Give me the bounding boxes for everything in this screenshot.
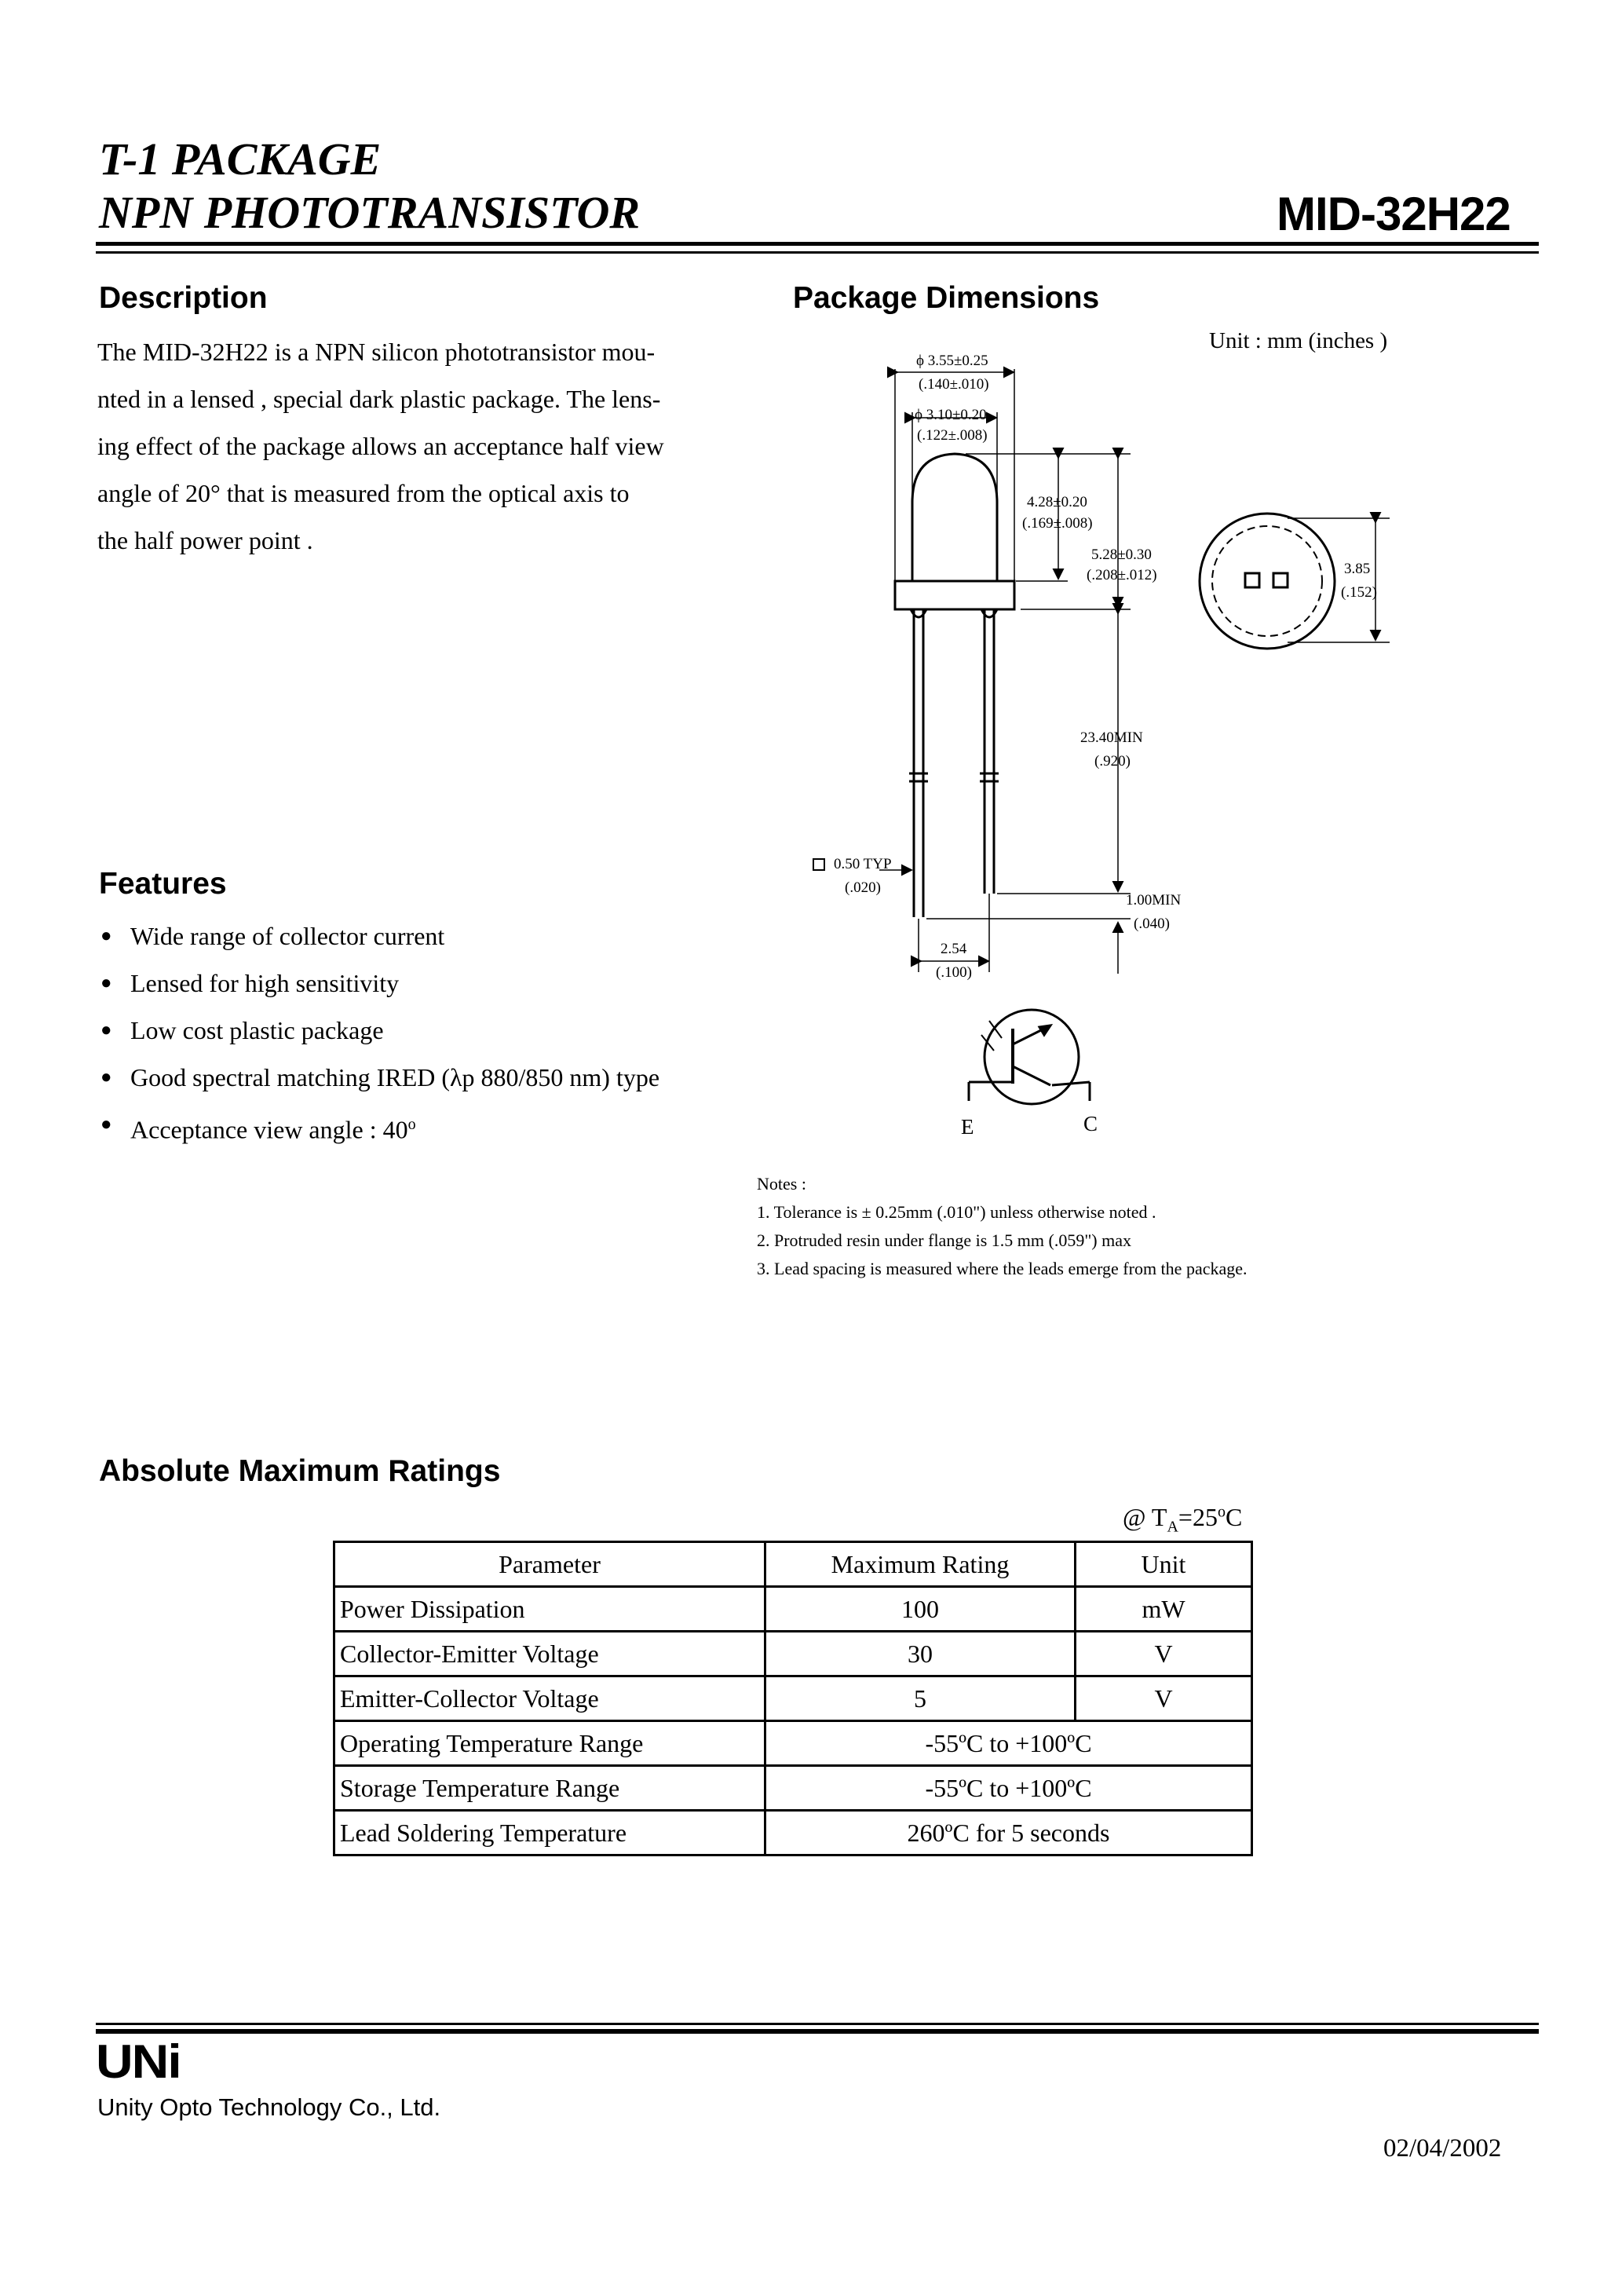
dim-lead-end-in: (.040) <box>1134 916 1170 932</box>
unit-note: Unit : mm (inches ) <box>1209 328 1388 353</box>
bullet-icon: ● <box>100 1114 112 1135</box>
dim-lead-width-in: (.020) <box>845 879 881 896</box>
dim-side-in: (.152) <box>1341 584 1377 601</box>
notes <box>757 1170 1248 1283</box>
list-item: ● Good spectral matching IRED (λp 880/850 nm) type <box>100 1054 659 1101</box>
description-line: ing effect of the package allows an acceptance half view <box>97 432 664 460</box>
table-row: Emitter-Collector Voltage 5 V <box>334 1676 1252 1721</box>
footer-rule-bottom <box>96 2029 1539 2034</box>
company-logo: UNi <box>96 2034 181 2088</box>
dim-h1-mm: 4.28±0.20 <box>1027 494 1087 510</box>
title-line-2: NPN PHOTOTRANSISTOR <box>99 187 641 238</box>
dim-pitch-in: (.100) <box>936 964 972 981</box>
description-line: The MID-32H22 is a NPN silicon phototransistor mou- <box>97 338 656 366</box>
dim-d1-in: (.140±.010) <box>919 376 989 393</box>
description-line: the half power point . <box>97 526 313 554</box>
dim-lead-end-mm: 1.00MIN <box>1126 892 1182 909</box>
note-item: 2. Protruded resin under flange is 1.5 mm (.059") max <box>757 1230 1131 1250</box>
list-item: ● Low cost plastic package <box>100 1007 659 1054</box>
document-date: 02/04/2002 <box>1383 2134 1502 2163</box>
dim-h2-mm: 5.28±0.30 <box>1091 547 1152 563</box>
footer-rule-top <box>96 2023 1539 2025</box>
dim-pitch-mm: 2.54 <box>941 941 967 957</box>
ratings-heading: Absolute Maximum Ratings <box>99 1454 501 1488</box>
note-item: 3. Lead spacing is measured where the leads emerge from the package. <box>757 1259 1248 1278</box>
description-line: nted in a lensed , special dark plastic package. The lens- <box>97 385 661 413</box>
flange <box>895 581 1014 609</box>
bottom-view-inner <box>1212 526 1322 636</box>
table-header-row <box>334 1542 1252 1587</box>
dim-h1-in: (.169±.008) <box>1022 515 1093 532</box>
transistor-symbol <box>985 1010 1079 1104</box>
features-heading: Features <box>99 867 227 901</box>
dim-d1-mm: ϕ 3.55±0.25 <box>916 353 988 369</box>
company-name: Unity Opto Technology Co., Ltd. <box>97 2093 441 2121</box>
pin-c-label: C <box>1083 1112 1098 1135</box>
dim-lead-width-mm: 0.50 TYP <box>834 856 892 872</box>
dim-lead-mm: 23.40MIN <box>1080 729 1143 746</box>
description-heading: Description <box>99 281 268 315</box>
bottom-view-outer <box>1200 514 1335 649</box>
dim-d2-mm: ϕ 3.10±0.20 <box>915 407 987 423</box>
table-row: Operating Temperature Range -55ºC to +100ºC <box>334 1721 1252 1766</box>
lead-right <box>985 609 994 894</box>
list-item: ● Lensed for high sensitivity <box>100 960 659 1007</box>
dim-lead-in: (.920) <box>1094 753 1131 770</box>
notes-title: Notes : <box>757 1174 806 1194</box>
table-row: Collector-Emitter Voltage 30 V <box>334 1632 1252 1676</box>
note-item: 1. Tolerance is ± 0.25mm (.010") unless otherwise noted . <box>757 1202 1156 1222</box>
bullet-icon: ● <box>100 1020 112 1040</box>
column-header: Unit <box>1076 1542 1252 1587</box>
column-header: Maximum Rating <box>765 1542 1076 1587</box>
lens-body <box>912 454 997 581</box>
table-row: Power Dissipation 100 mW <box>334 1587 1252 1632</box>
bullet-icon: ● <box>100 926 112 946</box>
dim-side-mm: 3.85 <box>1344 561 1371 577</box>
table-row: Storage Temperature Range -55ºC to +100ºC <box>334 1766 1252 1811</box>
ratings-table <box>333 1541 1253 1856</box>
table-row: Lead Soldering Temperature 260ºC for 5 seconds <box>334 1811 1252 1855</box>
bullet-icon: ● <box>100 1067 112 1088</box>
bullet-icon: ● <box>100 973 112 993</box>
ratings-condition: @ $T_A=25^oC$ <box>1123 1503 1243 1536</box>
description-line: angle of 20° that is measured from the optical axis to <box>97 479 630 507</box>
list-item: ● Acceptance view angle : 40$^o$ <box>100 1101 659 1153</box>
lead-left <box>914 609 923 917</box>
title-line-1: T-1 PACKAGE <box>99 133 382 185</box>
part-number: MID-32H22 <box>1277 188 1511 240</box>
package-heading: Package Dimensions <box>793 281 1100 315</box>
pin-e-label: E <box>961 1115 974 1139</box>
dim-h2-in: (.208±.012) <box>1087 567 1157 583</box>
column-header: Parameter <box>334 1542 765 1587</box>
list-item: ● Wide range of collector current <box>100 912 659 960</box>
dim-d2-in: (.122±.008) <box>917 427 988 444</box>
